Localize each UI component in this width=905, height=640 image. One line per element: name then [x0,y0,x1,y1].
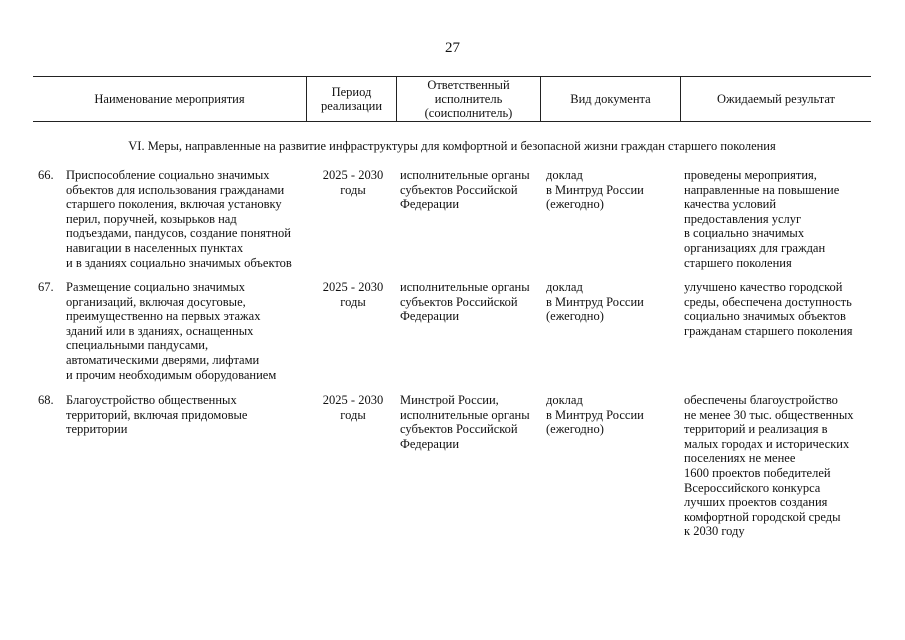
row-number: 66. [38,168,54,182]
document-type: доклад в Минтруд России (ежегодно) [546,280,644,324]
expected-result: обеспечены благоустройство не менее 30 тыс. общественных территорий и реализация в малых городах и исторических поселениях не менее 1600 проектов победителей Всероссийского конкурса лучших проектов создания комфортной городской среды к 2030 году [684,393,854,539]
column-header-executor-text: Ответственный исполнитель (соисполнитель) [424,78,513,120]
column-header-name [33,77,306,121]
measure-name: Благоустройство общественных территорий, включая придомовые территории [66,393,248,437]
expected-result: улучшено качество городской среды, обеспечена доступность социально значимых объектов гражданам старшего поколения [684,280,853,338]
implementation-period: 2025 - 2030 годы [322,168,384,197]
column-header-period [307,77,396,121]
responsible-executor: исполнительные органы субъектов Российской Федерации [400,168,530,212]
implementation-period: 2025 - 2030 годы [322,280,384,309]
document-type: доклад в Минтруд России (ежегодно) [546,393,644,437]
column-header-executor [397,77,540,121]
column-header-result [681,77,871,121]
expected-result: проведены мероприятия, направленные на повышение качества условий предоставления услуг в социально значимых организациях для граждан старшего поколения [684,168,840,270]
column-header-document [541,77,680,121]
responsible-executor: Минстрой России, исполнительные органы субъектов Российской Федерации [400,393,530,451]
row-number: 67. [38,280,54,294]
implementation-period: 2025 - 2030 годы [322,393,384,422]
section-title: VI. Меры, направленные на развитие инфраструктуры для комфортной и безопасной жизни граждан старшего поколения [128,139,776,153]
measure-name: Приспособление социально значимых объектов для использования гражданами старшего поколения, включая установку перил, поручней, козырьков над подъездами, пандусов, создание понятной навигации в населенных пунктах и в зданиях социально значимых объектов [66,168,292,270]
measure-name: Размещение социально значимых организаций, включая досуговые, преимущественно на первых этажах зданий или в зданиях, оснащенных специальными пандусами, автоматическими дверями, лифтами и прочим необходимым оборудованием [66,280,277,382]
row-number: 68. [38,393,54,407]
column-header-document-text: Вид документа [570,92,651,106]
page-number: 27 [445,40,460,56]
table-header-bottom-rule [33,121,871,122]
column-header-result-text: Ожидаемый результат [716,92,836,106]
column-header-period-text: Период реализации [320,85,383,113]
column-header-name-text: Наименование мероприятия [94,92,245,106]
responsible-executor: исполнительные органы субъектов Российской Федерации [400,280,530,324]
document-type: доклад в Минтруд России (ежегодно) [546,168,644,212]
